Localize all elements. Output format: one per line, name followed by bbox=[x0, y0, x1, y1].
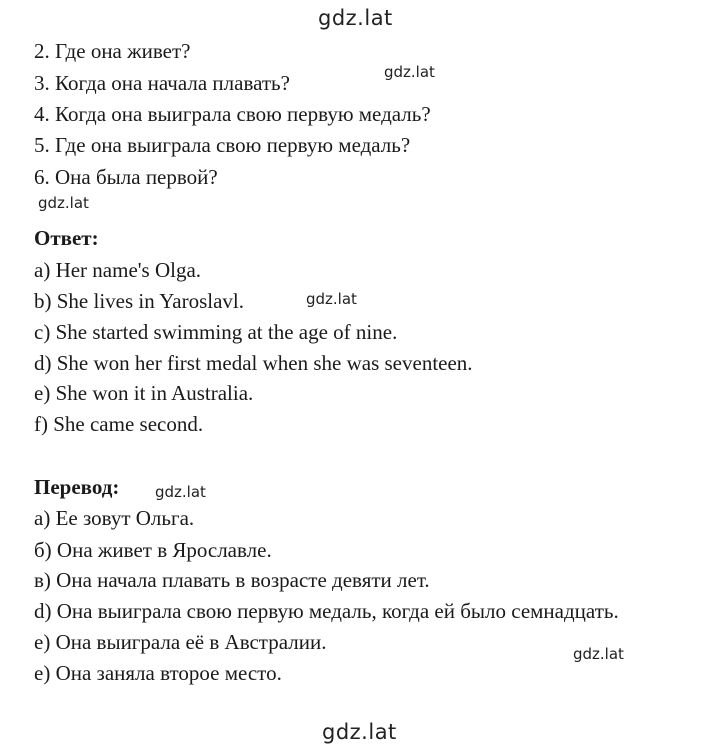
answer-line: d) She won her first medal when she was seventeen. bbox=[34, 351, 473, 375]
question-line: 2. Где она живет? bbox=[34, 39, 191, 63]
answer-line: b) She lives in Yaroslavl. bbox=[34, 289, 244, 313]
translation-line: б) Она живет в Ярославле. bbox=[34, 538, 272, 562]
watermark: gdz.lat bbox=[306, 290, 357, 308]
translation-line: в) Она начала плавать в возрасте девяти лет. bbox=[34, 568, 430, 592]
question-line: 4. Когда она выиграла свою первую медаль? bbox=[34, 102, 431, 126]
watermark: gdz.lat bbox=[573, 645, 624, 663]
question-line: 5. Где она выиграла свою первую медаль? bbox=[34, 133, 411, 157]
question-line: 3. Когда она начала плавать? bbox=[34, 71, 290, 95]
watermark: gdz.lat bbox=[384, 63, 435, 81]
answer-line: f) She came second. bbox=[34, 412, 204, 436]
answer-line: c) She started swimming at the age of nine. bbox=[34, 320, 398, 344]
watermark: gdz.lat bbox=[38, 194, 89, 212]
watermark: gdz.lat bbox=[155, 483, 206, 501]
translation-line: е) Она выиграла её в Австралии. bbox=[34, 630, 327, 654]
translation-line: е) Она заняла второе место. bbox=[34, 661, 282, 685]
answer-heading: Ответ: bbox=[34, 226, 99, 250]
watermark-top: gdz.lat bbox=[318, 6, 393, 30]
translation-line: а) Ее зовут Ольга. bbox=[34, 506, 195, 530]
question-line: 6. Она была первой? bbox=[34, 165, 218, 189]
watermark-bottom: gdz.lat bbox=[322, 720, 397, 744]
answer-line: a) Her name's Olga. bbox=[34, 258, 202, 282]
answer-line: e) She won it in Australia. bbox=[34, 381, 254, 405]
translation-heading: Перевод: bbox=[34, 475, 120, 499]
translation-line: d) Она выиграла свою первую медаль, когда ей было семнадцать. bbox=[34, 599, 619, 623]
